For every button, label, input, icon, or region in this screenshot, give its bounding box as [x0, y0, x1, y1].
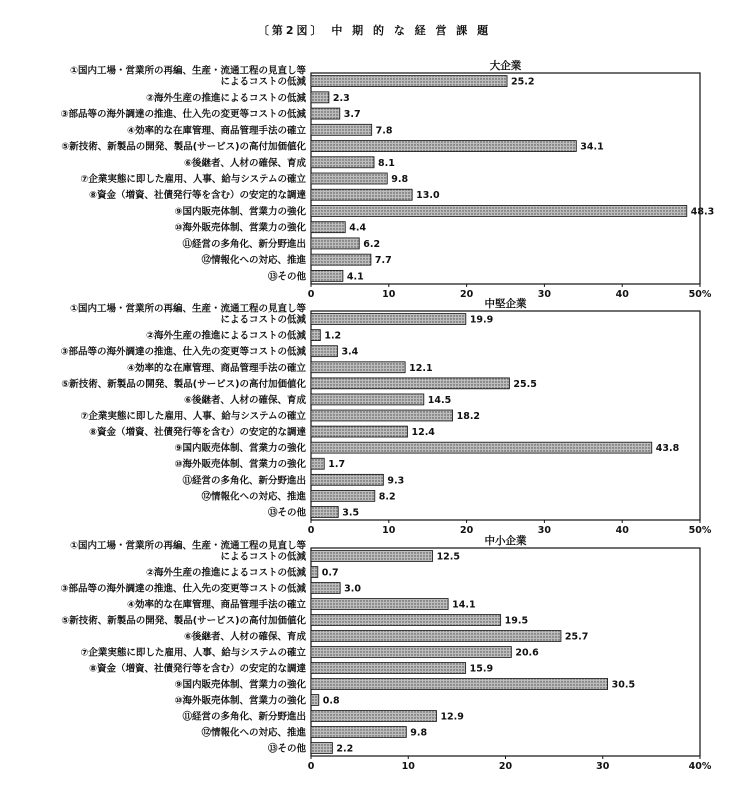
- bar: [311, 490, 375, 501]
- data-label: 12.1: [409, 362, 433, 374]
- bar: [311, 583, 340, 594]
- data-label: 8.2: [378, 491, 396, 503]
- bar: [311, 615, 501, 626]
- category-label: ⑤新技術、新製品の開発、製品(サービス)の高付加価値化: [61, 141, 306, 153]
- data-label: 15.9: [469, 663, 494, 675]
- category-label: ⑨国内販売体制、営業力の強化: [174, 679, 306, 691]
- category-label: ⑨国内販売体制、営業力の強化: [174, 206, 306, 218]
- category-label: ⑦企業実態に即した雇用、人事、給与システムの確立: [80, 411, 306, 422]
- x-tick-label: 40: [615, 525, 629, 536]
- category-label: ①国内工場・営業所の再編、生産・流通工程の見直し等: [69, 65, 306, 77]
- data-label: 12.4: [411, 427, 435, 439]
- category-label: ①国内工場・営業所の再編、生産・流通工程の見直し等: [69, 540, 306, 552]
- data-label: 19.9: [469, 314, 494, 326]
- bar: [311, 474, 383, 485]
- category-label: ⑧資金（増資、社債発行等を含む）の安定的な調達: [88, 190, 306, 202]
- category-label: ④効率的な在庫管理、商品管理手法の確立: [126, 125, 306, 137]
- category-label: によるコストの低減: [220, 551, 306, 563]
- x-tick-label: 10: [401, 761, 415, 772]
- bar: [311, 506, 338, 517]
- data-label: 25.2: [511, 76, 535, 88]
- data-label: 4.4: [349, 222, 367, 234]
- bar: [311, 270, 343, 281]
- data-label: 3.5: [342, 507, 360, 519]
- data-label: 3.4: [341, 346, 359, 358]
- category-label: ⑦企業実態に即した雇用、人事、給与システムの確立: [80, 174, 306, 185]
- data-label: 7.8: [375, 125, 393, 137]
- data-label: 25.5: [513, 378, 537, 390]
- data-label: 2.2: [336, 743, 354, 755]
- category-label: ⑥後継者、人材の確保、育成: [183, 631, 306, 643]
- category-label: ⑩海外販売体制、営業力の強化: [174, 459, 306, 471]
- category-label: ⑪経営の多角化、新分野進出: [182, 475, 306, 487]
- bar: [311, 410, 453, 421]
- data-label: 4.1: [346, 271, 364, 283]
- bar: [311, 631, 561, 642]
- category-label: ②海外生産の推進によるコストの低減: [145, 330, 306, 342]
- panel-title: 中堅企業: [484, 298, 527, 310]
- bar: [311, 314, 466, 325]
- category-label: ⑨国内販売体制、営業力の強化: [174, 443, 306, 455]
- x-tick-label: 50%: [688, 525, 712, 536]
- category-label: ③部品等の海外調達の推進、仕入先の変更等コストの低減: [60, 109, 306, 121]
- x-tick-label: 20: [498, 761, 513, 772]
- bar: [311, 426, 407, 437]
- bar: [311, 663, 466, 674]
- category-label: ④効率的な在庫管理、商品管理手法の確立: [126, 599, 306, 611]
- category-label: ⑫情報化への対応、推進: [201, 727, 306, 739]
- data-label: 9.8: [391, 174, 409, 185]
- data-label: 43.8: [655, 443, 680, 455]
- x-tick-label: 30: [537, 525, 552, 536]
- x-tick-label: 0: [307, 525, 315, 536]
- x-tick-label: 10: [382, 289, 396, 300]
- data-label: 34.1: [580, 141, 604, 153]
- x-tick-label: 30: [596, 761, 610, 772]
- bar: [311, 238, 359, 249]
- bar: [311, 711, 436, 722]
- x-tick-label: 30: [537, 289, 552, 300]
- data-label: 18.2: [456, 411, 481, 422]
- bar: [311, 394, 424, 405]
- data-label: 30.5: [611, 679, 636, 691]
- bar: [311, 743, 332, 754]
- category-label: ②海外生産の推進によるコストの低減: [145, 92, 306, 104]
- data-label: 14.1: [452, 599, 476, 611]
- bar: [311, 108, 340, 119]
- bar: [311, 92, 329, 103]
- category-label: ⑥後継者、人材の確保、育成: [183, 394, 306, 406]
- bar: [311, 442, 652, 453]
- x-tick-label: 20: [459, 525, 474, 536]
- chart-panel-1: [60, 59, 714, 300]
- x-tick-label: 0: [307, 761, 315, 772]
- bar: [311, 173, 387, 184]
- bar: [311, 254, 371, 265]
- data-label: 9.8: [410, 727, 428, 739]
- data-label: 7.7: [374, 255, 392, 267]
- data-label: 14.5: [427, 394, 452, 406]
- category-label: ②海外生産の推進によるコストの低減: [145, 567, 306, 579]
- bar: [311, 567, 318, 578]
- bar: [311, 362, 405, 373]
- data-label: 6.2: [363, 238, 381, 250]
- bar: [311, 76, 507, 87]
- x-tick-label: 20: [459, 289, 474, 300]
- data-label: 48.3: [690, 206, 715, 218]
- category-label: ⑦企業実態に即した雇用、人事、給与システムの確立: [80, 647, 306, 659]
- data-label: 12.5: [436, 551, 461, 563]
- category-label: ⑥後継者、人材の確保、育成: [183, 157, 306, 169]
- category-label: ⑬その他: [267, 271, 306, 283]
- category-label: ⑬その他: [267, 743, 306, 755]
- data-label: 12.9: [440, 711, 464, 723]
- category-label: ⑤新技術、新製品の開発、製品(サービス)の高付加価値化: [61, 615, 306, 627]
- category-label: ⑬その他: [267, 507, 306, 519]
- bar: [311, 679, 608, 690]
- data-label: 25.7: [564, 631, 589, 643]
- bar: [311, 727, 406, 738]
- bar: [311, 330, 320, 341]
- data-label: 3.7: [343, 109, 361, 121]
- category-label: ⑫情報化への対応、推進: [201, 491, 306, 503]
- data-label: 0.7: [321, 567, 339, 579]
- bar: [311, 378, 509, 389]
- category-label: ⑪経営の多角化、新分野進出: [182, 711, 306, 723]
- data-label: 8.1: [378, 157, 395, 169]
- data-label: 20.6: [515, 647, 539, 659]
- category-label: ⑫情報化への対応、推進: [201, 255, 306, 267]
- data-label: 13.0: [416, 190, 440, 202]
- bar: [311, 222, 345, 233]
- data-label: 2.3: [332, 92, 350, 104]
- bar: [311, 647, 511, 658]
- x-tick-label: 10: [382, 525, 396, 536]
- category-label: ⑧資金（増資、社債発行等を含む）の安定的な調達: [88, 427, 306, 439]
- bar: [311, 599, 448, 610]
- category-label: ④効率的な在庫管理、商品管理手法の確立: [126, 362, 306, 374]
- x-tick-label: 50%: [688, 289, 712, 300]
- bar: [311, 551, 433, 562]
- category-label: ⑪経営の多角化、新分野進出: [182, 238, 306, 250]
- x-tick-label: 0: [307, 289, 315, 300]
- panel-title: 大企業: [489, 60, 522, 72]
- category-label: ⑩海外販売体制、営業力の強化: [174, 222, 306, 234]
- bar: [311, 141, 576, 152]
- data-label: 3.0: [344, 583, 362, 595]
- chart-panel-3: [60, 534, 711, 772]
- bar: [311, 458, 324, 469]
- category-label: によるコストの低減: [220, 76, 306, 88]
- panel-title: 中小企業: [484, 535, 527, 547]
- category-label: ③部品等の海外調達の推進、仕入先の変更等コストの低減: [60, 346, 306, 358]
- bar: [311, 205, 687, 216]
- x-tick-label: 40: [615, 289, 629, 300]
- category-label: ⑤新技術、新製品の開発、製品(サービス)の高付加価値化: [61, 378, 306, 390]
- data-label: 9.3: [387, 475, 405, 487]
- data-label: 19.5: [504, 615, 529, 627]
- category-label: によるコストの低減: [220, 314, 306, 326]
- figure-title: 〔第2図〕 中 期 的 な 経 営 課 題: [257, 24, 492, 37]
- data-label: 0.8: [322, 695, 340, 707]
- data-label: 1.7: [328, 459, 346, 471]
- bar: [311, 124, 372, 135]
- bar: [311, 695, 319, 706]
- bar: [311, 157, 374, 168]
- x-tick-label: 40%: [688, 761, 712, 772]
- category-label: ③部品等の海外調達の推進、仕入先の変更等コストの低減: [60, 583, 306, 595]
- category-label: ①国内工場・営業所の再編、生産・流通工程の見直し等: [69, 303, 306, 315]
- bar: [311, 189, 412, 200]
- category-label: ⑧資金（増資、社債発行等を含む）の安定的な調達: [88, 663, 306, 675]
- bar: [311, 346, 337, 357]
- data-label: 1.2: [324, 330, 342, 342]
- category-label: ⑩海外販売体制、営業力の強化: [174, 695, 306, 707]
- chart-panel-2: [60, 297, 711, 536]
